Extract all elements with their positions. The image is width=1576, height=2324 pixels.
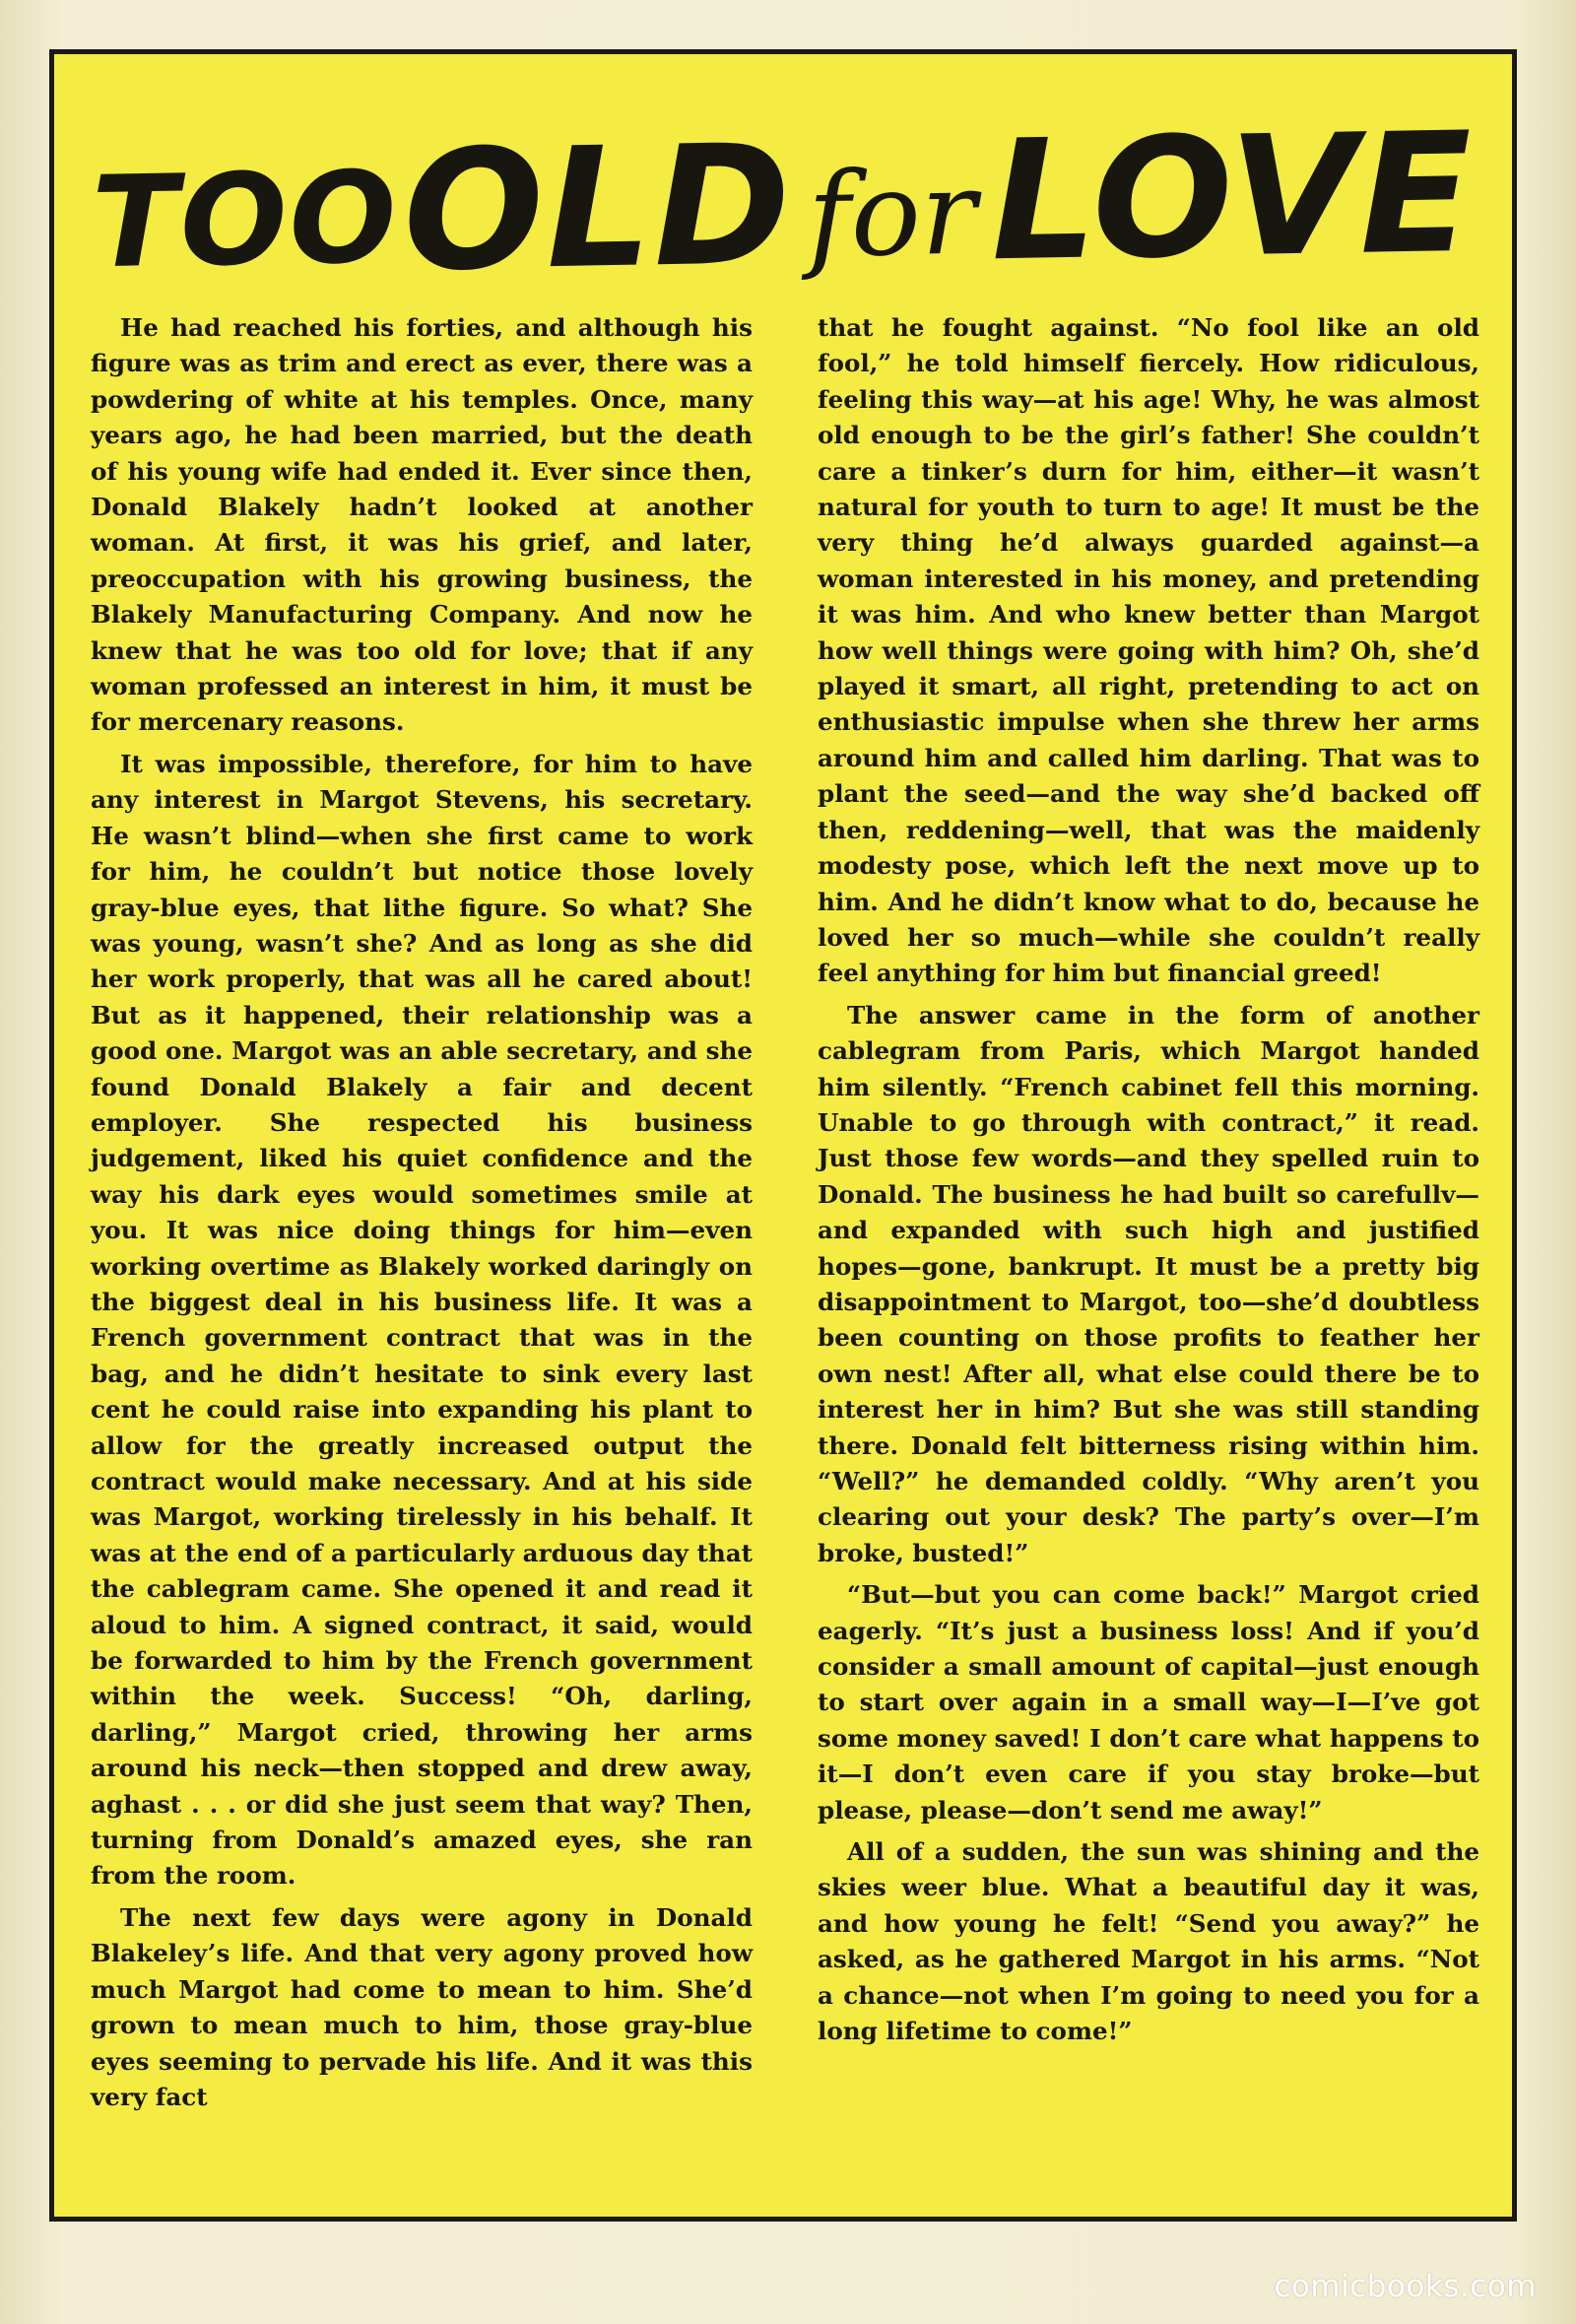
paragraph: that he fought against. “No fool like an old fool,” he told himself fiercely. How ridiculous, feeling this way—at his age! Why, he was almost old enough to be the girl’s father! She couldn’t care a tinker’s durn for him, either—it wasn’t natural for youth to turn to age! It must be the very thing he’d always guarded against—a woman interested in his money, and pretending it was him. And who knew better than Margot how well things were going with him? Oh, she’d played it smart, all right, pretending to act on enthusiastic impulse when she threw her arms around him and called him darling. That was to plant the seed—and the way she’d backed off then, reddening—well, that was the maidenly modesty pose, which left the next move up to him. And he didn’t know what to do, because he loved her so much—while she couldn’t really feel anything for him but financial greed! [818,313,1479,988]
paragraph: It was impossible, therefore, for him to have any interest in Margot Stevens, his secretary. He wasn’t blind—when she first came to work for him, he couldn’t but notice those lovely gray-blue eyes, that lithe figure. So what? She was young, wasn’t she? And as long as she did her work properly, that was all he cared about! But as it happened, their relationship was a good one. Margot was an able secretary, and she found Donald Blakely a fair and decent employer. She respected his business judgement, liked his quiet confidence and the way his dark eyes would sometimes smile at you. It was nice doing things for him—even working overtime as Blakely worked daringly on the biggest deal in his business life. It was a French government contract that was in the bag, and he didn’t hesitate to sink every last cent he could raise into expanding his plant to allow for the greatly increased output the contract would make necessary. And at his side was Margot, working tirelessly in his behalf. It was at the end of a particularly arduous day that the cablegram came. She opened it and read it aloud to him. A signed contract, it said, would be forwarded to him by the French government within the week. Success! “Oh, darling, darling,” Margot cried, throwing her arms around his neck—then stopped and drew away, aghast . . . or did she just seem that way? Then, turning from Donald’s amazed eyes, she ran from the room. [91,749,753,1891]
title-word-love: LOVE [989,96,1477,299]
paragraph: All of a sudden, the sun was shining and the skies weer blue. What a beautiful day it was, and how young he felt! “Send you away?” he asked, as he gathered Margot in his arms. “Not a chance—not when I’m going to need you for a long lifetime to come!” [818,1837,1479,2046]
title-word-old: OLD [401,107,795,308]
left-column [91,310,753,2121]
site-watermark: comicbooks.com [1274,2269,1537,2304]
right-column [818,310,1479,2121]
story-title [52,96,1513,314]
story-panel [49,49,1517,2222]
title-word-too: TOO [91,144,400,298]
paragraph: The answer came in the form of another cablegram from Paris, which Margot handed him silently. “French cabinet fell this morning. Unable to go through with contract,” it read. Just those few words—and they spelled ruin to Donald. The business he had built so carefullv—and expanded with such high and justified hopes—gone, bankrupt. It must be a pretty big disappointment to Margot, too—she’d doubtless been counting on those profits to feather her own nest! After all, what else could there be to interest her in him? But she was still standing there. Donald felt bitterness rising within him. “Well?” he demanded coldly. “Why aren’t you clearing out your desk? The party’s over—I’m broke, busted!” [818,1000,1479,1567]
title-word-for: for [806,144,978,284]
paragraph: He had reached his forties, and although his figure was as trim and erect as ever, there was a powdering of white at his temples. Once, many years ago, he had been married, but the death of his young wife had ended it. Ever since then, Donald Blakely hadn’t looked at another woman. At first, it was his grief, and later, preoccupation with his growing business, the Blakely Manufacturing Company. And now he knew that he was too old for love; that if any woman professed an interest in him, it must be for mercenary reasons. [91,313,753,737]
paragraph: “But—but you can come back!” Margot cried eagerly. “It’s just a business loss! And if you’d consider a small amount of capital—just enough to start over again in a small way—I—I’ve got some money saved! I don’t care what happens to it—I don’t even care if you stay broke—but please, please—don’t send me away!” [818,1580,1479,1825]
text-columns [91,310,1479,2121]
paragraph: The next few days were agony in Donald Blakeley’s life. And that very agony proved how much Margot had come to mean to him. She’d grown to mean much to him, those gray-blue eyes seeming to pervade his life. And it was this very fact [91,1902,753,2111]
